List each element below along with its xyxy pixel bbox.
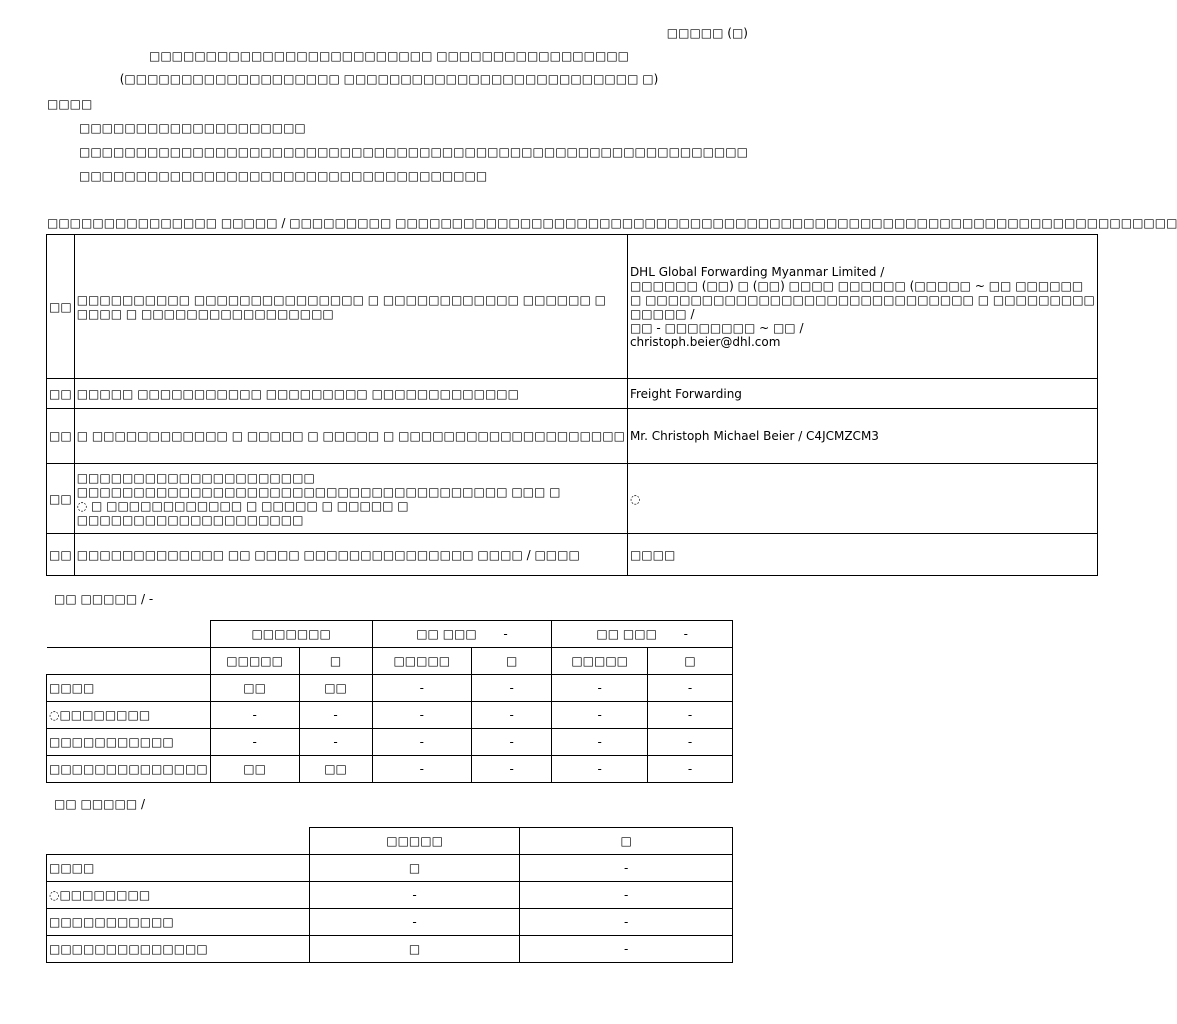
shareholding-table — [46, 620, 733, 783]
form-reference: □□□□□ (□) — [666, 26, 748, 40]
value-line: □□□□□ / — [629, 306, 695, 321]
table-row — [47, 936, 733, 963]
value-line: □□ - □□□□□□□□ ~ □□ / — [629, 320, 804, 335]
table-cell: - — [299, 702, 372, 729]
table-row — [47, 235, 1098, 379]
address-line-3: □□□□□□□□□□□□□□□□□□□□□□□□□□□□□□□□□□□□ — [79, 169, 488, 183]
subheader-a: □□□□□ — [552, 648, 648, 675]
row-label: □□□□□□□□□□□□□□ — [47, 756, 211, 783]
section-5-heading: □□ □□□□□ / - — [54, 592, 154, 606]
table-cell: □ — [309, 936, 520, 963]
table-cell: - — [552, 729, 648, 756]
empty-corner — [47, 648, 211, 675]
table-cell: - — [472, 729, 552, 756]
summary-table — [46, 827, 733, 963]
row-number: □□ — [47, 534, 75, 576]
row-label: ◌□□□□□□□□ — [47, 882, 310, 909]
row-label: ◌□□□□□□□□ — [47, 702, 211, 729]
row-number: □□ — [47, 464, 75, 534]
table-subheader-row — [47, 648, 733, 675]
table-cell: - — [210, 702, 299, 729]
table-cell: - — [647, 675, 732, 702]
table-cell: - — [299, 729, 372, 756]
row-number: □□ — [47, 235, 75, 379]
subheader-b: □ — [299, 648, 372, 675]
column-group-header: □□ □□□ - — [372, 621, 552, 648]
table-row — [47, 729, 733, 756]
table-row — [47, 855, 733, 882]
table-cell: - — [520, 936, 733, 963]
table-row — [47, 464, 1098, 534]
row-value: Mr. Christoph Michael Beier / C4JCMZCM3 — [627, 409, 1097, 464]
table-row — [47, 675, 733, 702]
intro-statement: □□□□□□□□□□□□□□□ □□□□□ / □□□□□□□□□ □□□□□□□□□□□□□□□□□□□□□□□□□□□□□□□□□□□□□□□□□□□□□□□□□□□□□□□□□□□□□□□□□□□□□ — [47, 216, 1177, 230]
table-cell: □□ — [299, 675, 372, 702]
empty-corner — [47, 621, 211, 648]
table-cell: - — [552, 756, 648, 783]
table-row — [47, 702, 733, 729]
addressee-label: □□□□ — [47, 97, 93, 111]
table-row — [47, 882, 733, 909]
row-value: □□□□ — [627, 534, 1097, 576]
subheader-a: □□□□□ — [210, 648, 299, 675]
row-label: □□□□□□□□□□□□□□ — [47, 936, 310, 963]
row-number: □□ — [47, 409, 75, 464]
document-title: □□□□□□□□□□□□□□□□□□□□□□□□□ □□□□□□□□□□□□□□□□□ — [148, 49, 629, 63]
row-label: □□□□ — [47, 675, 211, 702]
row-label: □□□□□□□□□□□□□□□□□□□□□ □□□□□□□□□□□□□□□□□□□□□□□□□□□□□□□□□□□□□□ □□□ □ ◌ □ □□□□□□□□□□□□ □ □□□□□ □ □□□□□ □ □□□□□□□□□□□□□□□□□□□□ — [74, 464, 627, 534]
row-label: □ □□□□□□□□□□□□ □ □□□□□ □ □□□□□ □ □□□□□□□□□□□□□□□□□□□□ — [74, 409, 627, 464]
column-header: □□□□□ — [309, 828, 520, 855]
table-cell: - — [472, 756, 552, 783]
table-cell: - — [647, 702, 732, 729]
address-line-2: □□□□□□□□□□□□□□□□□□□□□□□□□□□□□□□□□□□□□□□□□□□□□□□□□□□□□□□□□□□ — [79, 145, 748, 159]
value-line: □□□□□□ (□□) □ (□□) □□□□ □□□□□□ (□□□□□ ~ □□ □□□□□□ — [629, 278, 1084, 293]
table-header-row — [47, 828, 733, 855]
table-cell: □ — [309, 855, 520, 882]
table-cell: - — [647, 756, 732, 783]
table-row — [47, 409, 1098, 464]
subheader-b: □ — [472, 648, 552, 675]
row-label: □□□□□□□□□□□ — [47, 909, 310, 936]
table-cell: - — [647, 729, 732, 756]
row-label: □□□□□□□□□□□□□ □□ □□□□ □□□□□□□□□□□□□□□ □□□□ / □□□□ — [74, 534, 627, 576]
row-value: ◌ — [627, 464, 1097, 534]
value-line: DHL Global Forwarding Myanmar Limited / — [629, 264, 885, 279]
table-cell: - — [520, 855, 733, 882]
row-label: □□□□□□□□□□ □□□□□□□□□□□□□□□ □ □□□□□□□□□□□□ □□□□□□ □ □□□□ □ □□□□□□□□□□□□□□□□□ — [74, 235, 627, 379]
table-cell: - — [309, 909, 520, 936]
row-number: □□ — [47, 379, 75, 409]
table-row — [47, 379, 1098, 409]
table-cell: - — [210, 729, 299, 756]
company-info-table — [46, 234, 1098, 576]
subheader-a: □□□□□ — [372, 648, 471, 675]
table-cell: - — [552, 702, 648, 729]
table-row — [47, 909, 733, 936]
table-cell: □□ — [299, 756, 372, 783]
table-cell: - — [372, 729, 471, 756]
row-label: □□□□□ □□□□□□□□□□□ □□□□□□□□□ □□□□□□□□□□□□□ — [74, 379, 627, 409]
section-6-heading: □□ □□□□□ / — [54, 797, 146, 811]
table-cell: - — [472, 702, 552, 729]
table-row — [47, 756, 733, 783]
table-cell: - — [520, 909, 733, 936]
table-cell: - — [552, 675, 648, 702]
row-value: Freight Forwarding — [627, 379, 1097, 409]
table-cell: - — [472, 675, 552, 702]
column-group-header: □□ □□□ - — [552, 621, 733, 648]
table-header-row — [47, 621, 733, 648]
table-cell: □□ — [210, 756, 299, 783]
row-value — [627, 235, 1097, 379]
value-line: □ □□□□□□□□□□□□□□□□□□□□□□□□□□□□□ □ □□□□□□□□□ — [629, 292, 1095, 307]
column-header: □ — [520, 828, 733, 855]
subheader-b: □ — [647, 648, 732, 675]
table-cell: - — [372, 675, 471, 702]
column-group-header: □□□□□□□ — [210, 621, 372, 648]
email-value: christoph.beier@dhl.com — [629, 334, 781, 349]
table-row — [47, 534, 1098, 576]
row-label: □□□□ — [47, 855, 310, 882]
document-subtitle: (□□□□□□□□□□□□□□□□□□□ □□□□□□□□□□□□□□□□□□□□□□□□□□ □) — [119, 72, 659, 86]
table-cell: - — [520, 882, 733, 909]
table-cell: - — [372, 702, 471, 729]
row-label: □□□□□□□□□□□ — [47, 729, 211, 756]
table-cell: - — [309, 882, 520, 909]
empty-corner — [47, 828, 310, 855]
table-cell: □□ — [210, 675, 299, 702]
address-line-1: □□□□□□□□□□□□□□□□□□□□ — [79, 121, 306, 135]
table-cell: - — [372, 756, 471, 783]
